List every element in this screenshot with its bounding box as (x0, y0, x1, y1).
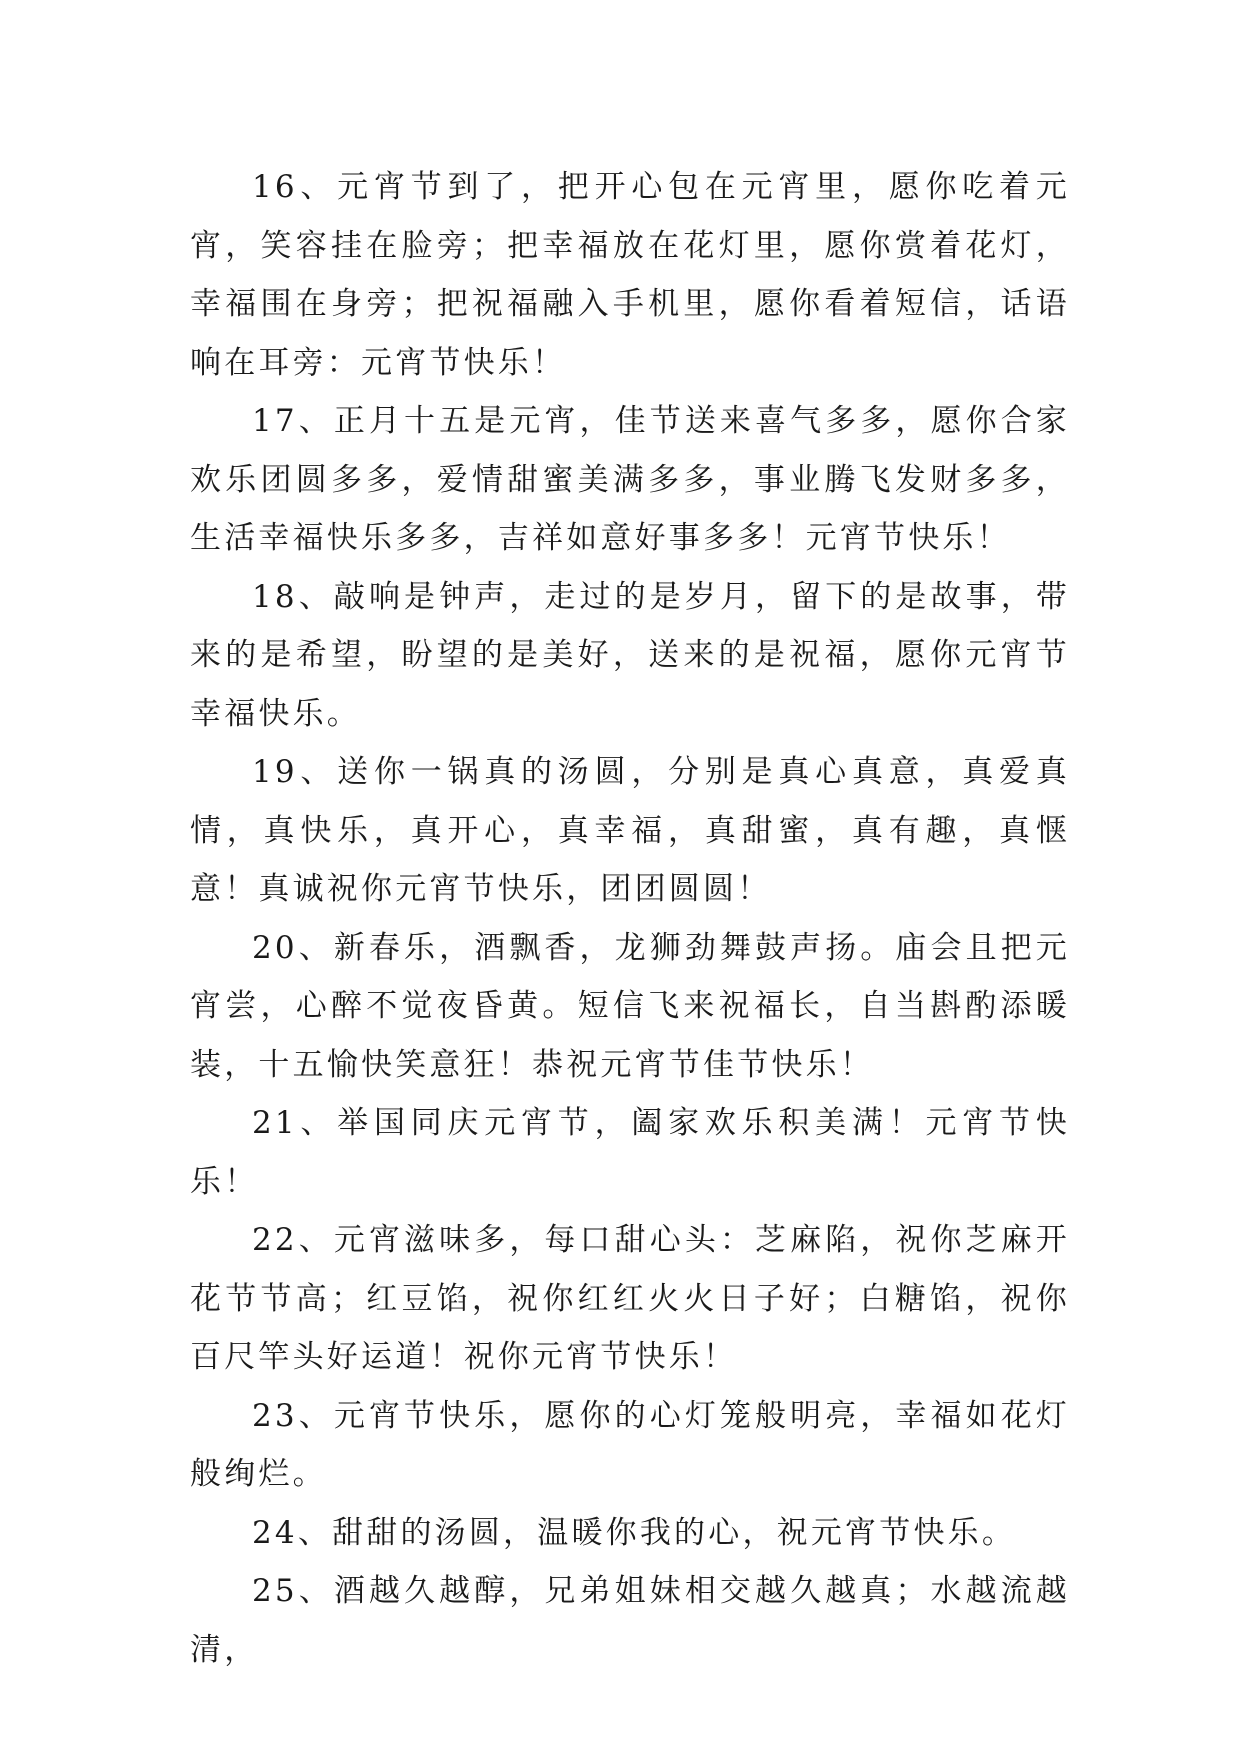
paragraph-17: 17、正月十五是元宵，佳节送来喜气多多，愿你合家欢乐团圆多多，爱情甜蜜美满多多，事业腾飞发财多多，生活幸福快乐多多，吉祥如意好事多多！元宵节快乐！ (190, 403, 1070, 556)
paragraph-24: 24、甜甜的汤圆，温暖你我的心，祝元宵节快乐。 (252, 1514, 1017, 1551)
paragraph-22: 22、元宵滋味多，每口甜心头：芝麻陷，祝你芝麻开花节节高；红豆馅，祝你红红火火日子好；白糖馅，祝你百尺竿头好运道！祝你元宵节快乐！ (190, 1222, 1070, 1375)
paragraph-25: 25、酒越久越醇，兄弟姐妹相交越久越真；水越流越清， (190, 1573, 1070, 1668)
paragraph-21: 21、举国同庆元宵节，阖家欢乐积美满！元宵节快乐！ (190, 1105, 1070, 1200)
paragraph-20: 20、新春乐，酒飘香，龙狮劲舞鼓声扬。庙会且把元宵尝，心醉不觉夜昏黄。短信飞来祝福长，自当斟酌添暖装，十五愉快笑意狂！恭祝元宵节佳节快乐！ (190, 929, 1070, 1083)
paragraph-19: 19、送你一锅真的汤圆，分别是真心真意，真爱真情，真快乐，真开心，真幸福，真甜蜜，真有趣，真惬意！真诚祝你元宵节快乐，团团圆圆！ (190, 754, 1070, 907)
paragraph-23: 23、元宵节快乐，愿你的心灯笼般明亮，幸福如花灯般绚烂。 (190, 1397, 1070, 1492)
paragraph-18: 18、敲响是钟声，走过的是岁月，留下的是故事，带来的是希望，盼望的是美好，送来的是祝福，愿你元宵节幸福快乐。 (190, 578, 1070, 732)
document-body (190, 158, 1070, 1679)
paragraph-16: 16、元宵节到了，把开心包在元宵里，愿你吃着元宵，笑容挂在脸旁；把幸福放在花灯里，愿你赏着花灯，幸福围在身旁；把祝福融入手机里，愿你看着短信，话语响在耳旁：元宵节快乐！ (190, 169, 1070, 381)
